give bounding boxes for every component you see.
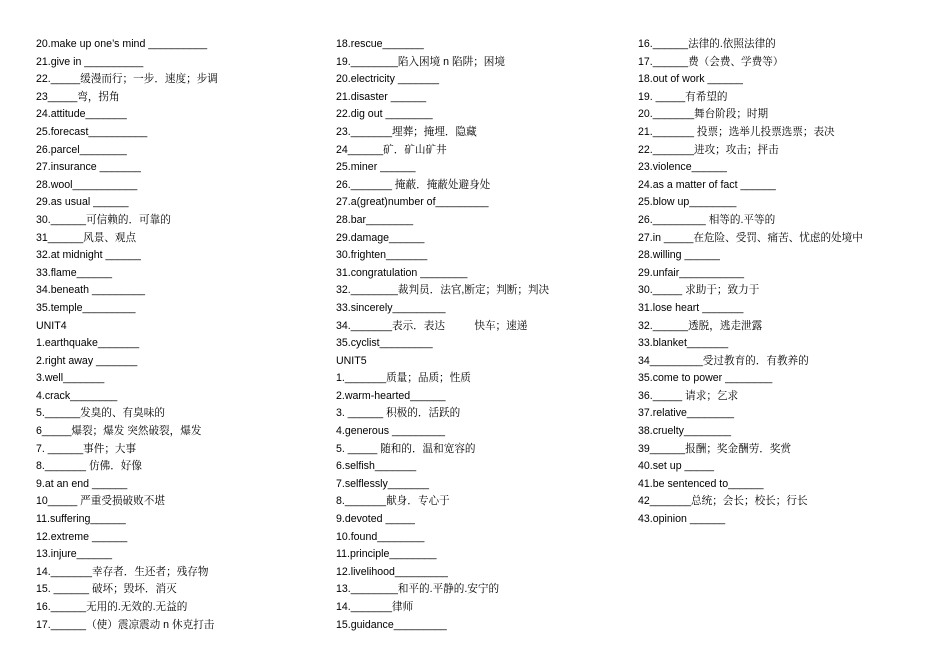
vocab-line: 29.as usual ______ <box>36 196 129 209</box>
vocab-line: 2.right away _______ <box>36 354 138 367</box>
vocab-line: 30.______可信赖的．可靠的 <box>36 213 171 226</box>
vocab-line: 4.generous _________ <box>336 425 445 438</box>
vocab-line: 33.sincerely_________ <box>336 301 446 314</box>
vocab-line: 5. _____ 随和的．温和宽容的 <box>336 442 476 455</box>
vocab-line: 7.selflessly_______ <box>336 477 430 490</box>
vocab-line: 22._____缓漫而行；一步．速度；步调 <box>36 73 218 86</box>
vocab-line: 30.frighten_______ <box>336 249 428 262</box>
vocab-line: 1.earthquake_______ <box>36 337 140 350</box>
vocab-line: 21.disaster ______ <box>336 90 427 103</box>
vocab-line: 43.opinion ______ <box>638 513 726 526</box>
vocab-line: 31.lose heart _______ <box>638 301 744 314</box>
vocab-line: 19. _____有希望的 <box>638 90 728 103</box>
vocab-line: 20.make up one’s mind __________ <box>36 38 208 50</box>
vocab-line: 37.relative________ <box>638 407 735 420</box>
vocab-line: 31.congratulation ________ <box>336 266 468 279</box>
vocab-line: 32.______透脱，逃走泄露 <box>638 319 763 332</box>
vocab-line: 32.________裁判员．法官,断定；判断；判决 <box>336 284 550 297</box>
vocab-line: 14._______律师 <box>336 601 414 613</box>
vocab-line: 20._______舞台阶段；时期 <box>638 108 769 121</box>
vocab-line: 35.temple_________ <box>36 301 136 314</box>
vocab-line: 12.extreme ______ <box>36 530 128 543</box>
vocab-line: 23_____弯，拐角 <box>36 90 120 103</box>
vocab-line: 23._______埋葬；掩埋．隐藏 <box>336 125 477 138</box>
vocab-line: 8._______ 仿佛．好像 <box>36 460 142 473</box>
vocab-line: 28.willing ______ <box>638 249 720 262</box>
vocab-line: 41.be sentenced to______ <box>638 477 764 490</box>
vocab-line: 34._______表示．表达 快车；速递 <box>336 319 528 332</box>
vocab-line: 27.a(great)number of_________ <box>336 196 489 209</box>
vocab-line: 16.______法律的.依照法律的 <box>638 38 776 50</box>
vocab-line: 16.______无用的.无效的.无益的 <box>36 601 188 613</box>
vocab-line: UNIT4 <box>36 319 67 332</box>
vocab-line: 6.selfish_______ <box>336 460 417 473</box>
vocab-line: 28.bar________ <box>336 213 414 226</box>
vocab-line: 8._______献身．专心于 <box>336 495 450 508</box>
vocab-line: 34.beneath _________ <box>36 284 145 297</box>
vocab-line: 26._________ 相等的.平等的 <box>638 213 776 226</box>
vocab-line: 26.parcel________ <box>36 143 127 156</box>
vocab-line: 29.unfair___________ <box>638 266 745 279</box>
vocab-line: 12.livelihood_________ <box>336 565 448 578</box>
vocab-line: 38.cruelty________ <box>638 425 732 438</box>
vocab-line: 17.______（使）震凉震动 n 休克打击 <box>36 618 215 631</box>
vocab-line: 13.________和平的.平静的.安宁的 <box>336 583 500 596</box>
vocab-line: 14._______幸存者．生还者；残存物 <box>36 565 209 578</box>
vocab-line: 24.as a matter of fact ______ <box>638 178 776 191</box>
vocab-line: 6_____爆裂；爆发 突然破裂，爆发 <box>36 425 202 438</box>
vocab-line: 11.principle________ <box>336 548 437 561</box>
vocab-line: 7. ______事件；大事 <box>36 442 137 455</box>
vocab-line: 31______风景、观点 <box>36 231 137 244</box>
vocab-line: 25.miner ______ <box>336 161 416 174</box>
vocab-line: 33.blanket_______ <box>638 337 729 350</box>
vocab-line: 25.blow up________ <box>638 196 737 209</box>
vocab-line: UNIT5 <box>336 354 367 367</box>
vocab-line: 36._____ 请求；乞求 <box>638 389 739 402</box>
vocab-line: 10.found________ <box>336 530 425 543</box>
vocab-line: 23.violence______ <box>638 161 727 174</box>
vocab-line: 42_______总统；会长；校长；行长 <box>638 495 808 508</box>
vocab-line: 30._____ 求助于；致力于 <box>638 284 760 297</box>
vocab-line: 35.come to power ________ <box>638 372 773 385</box>
vocab-line: 32.at midnight ______ <box>36 249 141 262</box>
vocab-line: 24______矿．矿山矿井 <box>336 143 447 156</box>
vocab-line: 2.warm-hearted______ <box>336 389 446 402</box>
vocab-line: 20.electricity _______ <box>336 73 440 86</box>
vocab-line: 24.attitude_______ <box>36 108 127 121</box>
vocab-line: 9.devoted _____ <box>336 513 415 526</box>
vocab-line: 4.crack________ <box>36 389 118 402</box>
vocab-line: 17.______费（会费、学费等） <box>638 55 784 68</box>
vocab-line: 18.out of work ______ <box>638 73 743 86</box>
vocab-line: 15. ______ 破坏；毁坏．消灭 <box>36 583 177 596</box>
vocab-line: 22._______进攻；攻击；抨击 <box>638 143 779 156</box>
vocab-line: 39______报酬；奖金酬劳．奖赏 <box>638 442 792 455</box>
vocab-line: 11.suffering______ <box>36 513 126 526</box>
vocab-line: 21._______ 投票；选举儿投票选票；表决 <box>638 125 835 138</box>
vocab-line: 1._______质量；品质；性质 <box>336 372 471 385</box>
vocab-line: 29.damage______ <box>336 231 425 244</box>
vocab-line: 9.at an end ______ <box>36 477 128 490</box>
vocab-line: 40.set up _____ <box>638 460 714 473</box>
vocab-line: 19.________陷入困境 n 陷阱；困境 <box>336 55 505 68</box>
column-2 <box>336 36 626 634</box>
vocab-line: 22.dig out ________ <box>336 108 433 121</box>
vocab-line: 26._______ 掩蔽．掩蔽处避身处 <box>336 178 491 191</box>
vocab-line: 27.insurance _______ <box>36 161 141 174</box>
vocab-line: 10_____ 严重受损破败不堪 <box>36 495 165 508</box>
vocab-line: 25.forecast__________ <box>36 125 148 138</box>
vocab-line: 21.give in __________ <box>36 55 144 68</box>
vocab-line: 13.injure______ <box>36 548 112 561</box>
vocab-line: 5.______发臭的、有臭味的 <box>36 407 165 420</box>
vocab-line: 28.wool___________ <box>36 178 138 191</box>
vocab-line: 35.cyclist_________ <box>336 337 433 350</box>
vocab-line: 34_________受过教育的．有教养的 <box>638 354 809 367</box>
vocab-line: 18.rescue_______ <box>336 38 424 50</box>
column-1 <box>36 36 326 634</box>
vocab-line: 3. ______ 积极的．活跃的 <box>336 407 461 420</box>
column-3 <box>638 36 938 529</box>
vocab-line: 33.flame______ <box>36 266 112 279</box>
vocab-line: 15.guidance_________ <box>336 618 447 631</box>
vocab-line: 27.in _____在危险、受罚、痛苦、忧虑的处境中 <box>638 231 863 244</box>
vocab-line: 3.well_______ <box>36 372 105 385</box>
